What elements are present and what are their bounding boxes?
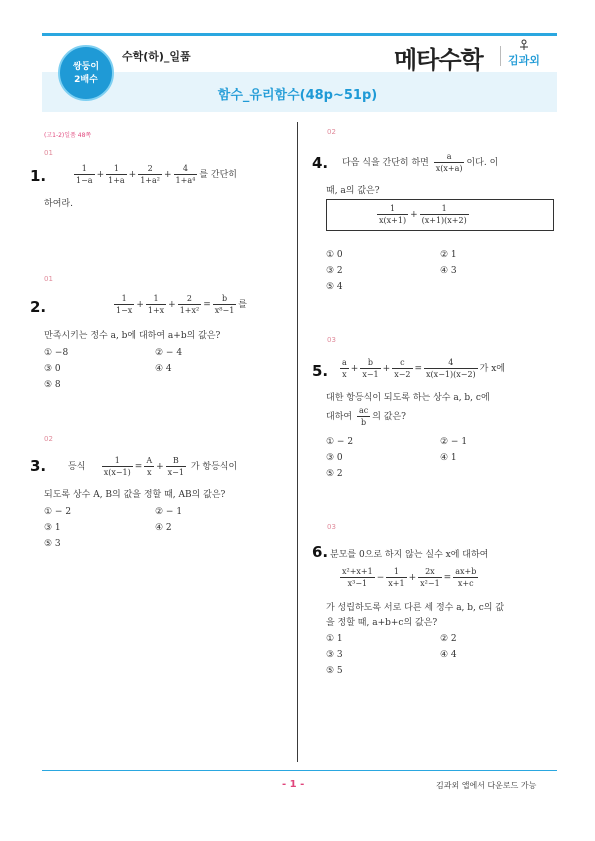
fraction	[360, 357, 380, 380]
question-code: 02	[44, 435, 53, 443]
numerator: 4	[448, 358, 454, 367]
stem-tail: 를	[238, 300, 247, 310]
question-number: 4.	[312, 154, 329, 172]
brand-logo: 메타수학	[394, 46, 483, 74]
fraction	[213, 293, 237, 316]
answer-option[interactable]: ④ 1	[440, 453, 457, 463]
fraction	[357, 405, 370, 428]
question-number: 6.	[312, 543, 329, 561]
question-line: 을 정할 때, a+b+c의 값은?	[326, 618, 438, 628]
question-code: 03	[327, 523, 336, 531]
denominator: x+1	[388, 579, 405, 588]
source-label: (고1-2)일품 48쪽	[44, 132, 92, 139]
denominator: (x+1)(x+2)	[421, 216, 467, 225]
question-line: 대한 항등식이 되도록 하는 상수 a, b, c에	[326, 393, 490, 403]
operator: +	[96, 170, 105, 180]
fraction	[102, 455, 133, 478]
badge-line1: 쌍둥이	[72, 62, 100, 72]
question-line	[326, 405, 406, 428]
question-number: 3.	[30, 457, 47, 475]
numerator: 2	[186, 294, 193, 303]
operator: +	[408, 573, 417, 583]
fraction	[420, 203, 469, 226]
answer-option[interactable]: ② − 1	[440, 437, 468, 447]
operator: =	[134, 462, 143, 472]
numerator: 1	[153, 294, 159, 303]
question-expression	[72, 163, 237, 186]
stem-tail: 를 간단히	[199, 170, 237, 180]
subject-title: 수학(하)_일품	[122, 50, 191, 63]
stem-tail: 이다. 이	[466, 158, 499, 168]
numerator: c	[400, 358, 405, 367]
answer-option[interactable]: ① −8	[44, 348, 69, 358]
answer-option[interactable]: ⑤ 8	[44, 380, 61, 390]
fraction	[166, 455, 186, 478]
operator: +	[382, 364, 391, 374]
numerator: 1	[441, 204, 447, 213]
stem-tail: 가 항등식이	[190, 462, 238, 472]
answer-option[interactable]: ④ 4	[155, 364, 172, 374]
operator: +	[136, 300, 144, 310]
numerator: 1	[113, 164, 119, 173]
numerator: 1	[114, 456, 120, 465]
operator: +	[128, 170, 137, 180]
question-line: 하여라.	[44, 199, 73, 209]
stem-tail: 가 x에	[479, 364, 505, 374]
numerator: a	[342, 358, 347, 367]
numerator: 1	[81, 164, 87, 173]
operator: +	[168, 300, 176, 310]
numerator: x²+x+1	[342, 567, 373, 576]
operator: =	[443, 573, 452, 583]
denominator: 1−a	[76, 176, 93, 185]
fraction	[174, 163, 198, 186]
brand-figure-icon	[518, 39, 530, 53]
answer-option[interactable]: ② 1	[440, 250, 457, 260]
question-code: 02	[327, 128, 336, 136]
operator: −	[376, 573, 385, 583]
denominator: x	[340, 368, 349, 380]
operator: +	[164, 170, 172, 180]
fraction	[114, 293, 134, 316]
denominator: x²−1	[420, 579, 440, 588]
operator: +	[156, 462, 164, 472]
question-expression	[68, 455, 237, 478]
brand-sublogo: 김과외	[508, 54, 540, 67]
denominator: x−1	[362, 370, 379, 379]
answer-option[interactable]: ④ 3	[440, 266, 457, 276]
denominator: x−1	[167, 468, 184, 477]
question-number: 2.	[30, 298, 47, 316]
numerator: 2x	[425, 567, 435, 576]
fraction	[74, 163, 95, 186]
question-line: 되도록 상수 A, B의 값을 정할 때, AB의 값은?	[44, 490, 226, 500]
fraction	[386, 566, 406, 589]
fraction	[138, 163, 162, 186]
stem-lead: 대하여	[326, 412, 353, 422]
numerator: a	[446, 152, 452, 161]
stem-lead: 다음 식을 간단히 하면	[342, 158, 429, 168]
denominator: 1+a⁴	[175, 176, 196, 185]
stem-lead: 등식	[68, 462, 86, 472]
fraction	[106, 163, 127, 186]
question-line: 가 성립하도록 서로 다른 세 정수 a, b, c의 값	[326, 603, 505, 613]
question-line: 만족시키는 정수 a, b에 대하여 a+b의 값은?	[44, 331, 221, 341]
answer-option[interactable]: ⑤ 3	[44, 539, 61, 549]
denominator: b	[357, 416, 370, 428]
numerator: 4	[182, 164, 188, 173]
question-expression	[338, 566, 480, 589]
page-number: - 1 -	[282, 779, 305, 790]
numerator: 1	[389, 204, 396, 213]
question-expression	[338, 357, 505, 380]
question-expression	[112, 293, 247, 316]
question-line: 때, a의 값은?	[326, 186, 380, 196]
denominator: x(x+1)	[379, 216, 407, 225]
given-expression-box	[326, 199, 554, 231]
answer-option[interactable]: ④ 4	[440, 650, 457, 660]
numerator: b	[221, 294, 228, 303]
question-code: 01	[44, 149, 53, 157]
fraction	[424, 357, 478, 380]
fraction	[377, 203, 408, 226]
page-title: 함수_유리함수(48p~51p)	[217, 88, 378, 103]
denominator: x−2	[394, 370, 411, 379]
denominator: 1+x²	[179, 306, 200, 315]
denominator: x³−1	[340, 577, 375, 589]
answer-option[interactable]: ③ 0	[44, 364, 61, 374]
fraction	[340, 566, 375, 589]
fraction	[178, 293, 202, 316]
question-expression	[342, 151, 498, 174]
numerator: A	[146, 456, 153, 465]
denominator: x(x+a)	[435, 164, 463, 173]
numerator: ax+b	[455, 567, 477, 576]
fraction	[453, 566, 478, 589]
column-divider	[297, 122, 298, 762]
denominator: 1+a²	[140, 176, 160, 185]
numerator: B	[172, 456, 179, 465]
denominator: 1−x	[116, 306, 133, 315]
question-code: 01	[44, 275, 53, 283]
download-note: 김과외 앱에서 다운로드 가능	[436, 781, 537, 790]
numerator: 2	[147, 164, 153, 173]
denominator: x+c	[453, 577, 478, 589]
numerator: 1	[393, 567, 399, 576]
fraction	[146, 293, 166, 316]
question-code: 03	[327, 336, 336, 344]
fraction	[340, 357, 349, 380]
operator: =	[414, 364, 423, 374]
numerator: 1	[121, 294, 127, 303]
operator: +	[410, 210, 418, 220]
denominator: x(x−1)	[103, 468, 131, 477]
answer-option[interactable]: ④ 2	[155, 523, 172, 533]
answer-option[interactable]: ② 2	[440, 634, 457, 644]
answer-option[interactable]: ③ 0	[326, 453, 343, 463]
fraction	[144, 455, 154, 478]
answer-option[interactable]: ① − 2	[326, 437, 354, 447]
footer-rule	[42, 770, 557, 771]
question-number: 5.	[312, 362, 329, 380]
boxed-expression	[375, 203, 471, 226]
brand-divider	[500, 46, 501, 66]
answer-option[interactable]: ② − 4	[155, 348, 183, 358]
operator: =	[203, 300, 211, 310]
denominator: 1+x	[147, 306, 165, 315]
answer-option[interactable]: ③ 1	[44, 523, 61, 533]
answer-option[interactable]: ① − 2	[44, 507, 72, 517]
numerator: ac	[358, 406, 369, 415]
answer-option[interactable]: ⑤ 2	[326, 469, 343, 479]
stem-tail: 의 값은?	[372, 412, 406, 422]
answer-option[interactable]: ② − 1	[155, 507, 183, 517]
fraction	[434, 151, 465, 174]
answer-option[interactable]: ③ 3	[326, 650, 343, 660]
answer-option[interactable]: ③ 2	[326, 266, 343, 276]
denominator: x⁸−1	[214, 306, 235, 315]
numerator: b	[367, 358, 374, 367]
question-line: 분모를 0으로 하지 않는 실수 x에 대하여	[330, 550, 489, 560]
denominator: 1+a	[108, 176, 125, 185]
fraction	[392, 357, 412, 380]
denominator: x(x−1)(x−2)	[426, 370, 476, 379]
answer-option[interactable]: ⑤ 5	[326, 666, 343, 676]
answer-option[interactable]: ① 1	[326, 634, 343, 644]
question-number: 1.	[30, 167, 47, 185]
badge-line2: 2배수	[74, 75, 98, 85]
fraction	[418, 566, 442, 589]
answer-option[interactable]: ① 0	[326, 250, 343, 260]
operator: +	[350, 364, 359, 374]
answer-option[interactable]: ⑤ 4	[326, 282, 343, 292]
header-rule	[42, 33, 557, 36]
denominator: x	[144, 466, 154, 478]
